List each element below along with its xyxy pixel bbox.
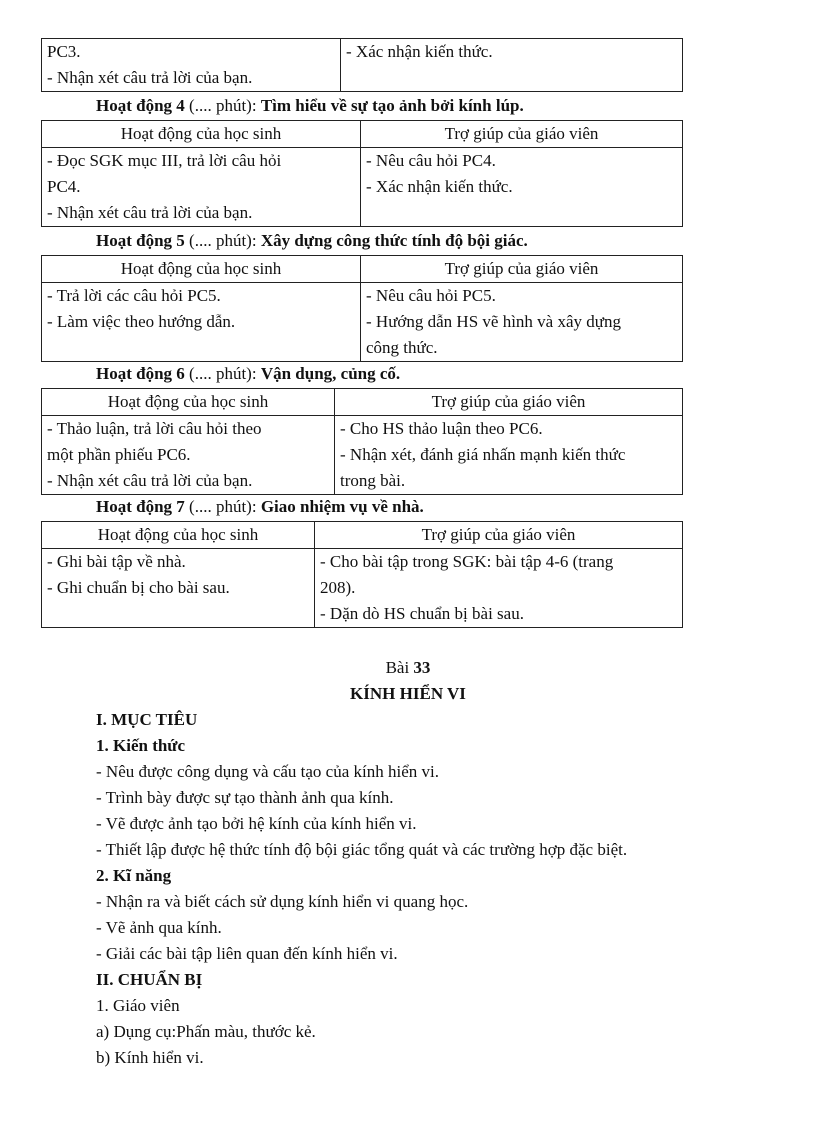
activity-6-label: Hoạt động 6 xyxy=(96,364,185,383)
header-teacher: Trợ giúp của giáo viên xyxy=(361,121,683,148)
section-2-title: II. CHUẨN BỊ xyxy=(96,970,203,989)
lesson-title: KÍNH HIỂN VI xyxy=(350,684,466,703)
cell-line: một phần phiếu PC6. xyxy=(47,445,191,464)
student-cell xyxy=(42,416,335,495)
activity-4-table xyxy=(41,120,683,227)
activity-6-heading xyxy=(96,364,400,384)
activity-7-title: Giao nhiệm vụ về nhà. xyxy=(260,497,424,516)
header-teacher: Trợ giúp của giáo viên xyxy=(315,522,683,549)
cell-line: - Nhận xét câu trả lời của bạn. xyxy=(47,471,253,490)
activity-6-table xyxy=(41,388,683,495)
header-student: Hoạt động của học sinh xyxy=(42,389,335,416)
activity-5-title: Xây dựng công thức tính độ bội giác. xyxy=(260,231,528,250)
list-item: - Giải các bài tập liên quan đến kính hiển vi. xyxy=(96,944,398,963)
section-1-title: I. MỤC TIÊU xyxy=(96,710,198,729)
list-item: a) Dụng cụ:Phấn màu, thước kẻ. xyxy=(96,1022,316,1041)
activity-5-table xyxy=(41,255,683,362)
list-item: - Thiết lập được hệ thức tính độ bội giác tổng quát và các trường hợp đặc biệt. xyxy=(96,840,628,859)
section-2-sub-1: 1. Giáo viên xyxy=(96,996,180,1015)
cell-line: - Xác nhận kiến thức. xyxy=(346,42,493,61)
table-header-row xyxy=(42,121,683,148)
header-teacher: Trợ giúp của giáo viên xyxy=(361,256,683,283)
list-item: - Trình bày được sự tạo thành ảnh qua kính. xyxy=(96,788,394,807)
table-row xyxy=(42,549,683,628)
header-teacher: Trợ giúp của giáo viên xyxy=(335,389,683,416)
activity-6-time: (.... phút): xyxy=(184,364,261,383)
cell-line: PC4. xyxy=(47,177,81,196)
activity-7-time: (.... phút): xyxy=(184,497,261,516)
cell-line: - Thảo luận, trả lời câu hỏi theo xyxy=(47,419,262,438)
teacher-cell xyxy=(341,39,683,92)
cell-line: - Nhận xét câu trả lời của bạn. xyxy=(47,203,253,222)
cell-line: - Làm việc theo hướng dẫn. xyxy=(47,312,236,331)
activity-4-label: Hoạt động 4 xyxy=(96,96,185,115)
student-cell xyxy=(42,549,315,628)
activity-7-table xyxy=(41,521,683,628)
student-cell xyxy=(42,283,361,362)
student-cell xyxy=(42,148,361,227)
teacher-cell xyxy=(335,416,683,495)
table-row xyxy=(42,39,683,92)
list-item: - Nêu được công dụng và cấu tạo của kính hiển vi. xyxy=(96,762,439,781)
list-item: b) Kính hiển vi. xyxy=(96,1048,204,1067)
student-cell xyxy=(42,39,341,92)
table-row xyxy=(42,148,683,227)
cell-line: - Trả lời các câu hỏi PC5. xyxy=(47,286,221,305)
lesson-label: Bài xyxy=(385,658,414,677)
activity-5-time: (.... phút): xyxy=(184,231,261,250)
cell-line: - Hướng dẫn HS vẽ hình và xây dựng xyxy=(366,312,621,331)
cell-line: - Nhận xét câu trả lời của bạn. xyxy=(47,68,253,87)
table-row xyxy=(42,283,683,362)
activity-5-label: Hoạt động 5 xyxy=(96,231,185,250)
teacher-cell xyxy=(361,283,683,362)
cell-line: - Nêu câu hỏi PC5. xyxy=(366,286,496,305)
table-header-row xyxy=(42,256,683,283)
table-header-row xyxy=(42,522,683,549)
cell-line: PC3. xyxy=(47,42,81,61)
table-header-row xyxy=(42,389,683,416)
section-1-sub-2: 2. Kĩ năng xyxy=(96,866,172,885)
cell-line: - Nêu câu hỏi PC4. xyxy=(366,151,496,170)
teacher-cell xyxy=(361,148,683,227)
cell-line: - Cho HS thảo luận theo PC6. xyxy=(340,419,543,438)
lesson-number xyxy=(0,658,816,678)
teacher-cell xyxy=(315,549,683,628)
list-item: - Vẽ được ảnh tạo bởi hệ kính của kính hiển vi. xyxy=(96,814,417,833)
activity-4-time: (.... phút): xyxy=(184,96,261,115)
activity-3-table-continued xyxy=(41,38,683,92)
cell-line: - Cho bài tập trong SGK: bài tập 4-6 (trang xyxy=(320,552,614,571)
activity-4-title: Tìm hiểu về sự tạo ảnh bởi kính lúp. xyxy=(260,96,524,115)
activity-4-heading xyxy=(96,96,524,116)
cell-line: - Ghi chuẩn bị cho bài sau. xyxy=(47,578,230,597)
header-student: Hoạt động của học sinh xyxy=(42,522,315,549)
lesson-number-value: 33 xyxy=(413,658,431,677)
cell-line: 208). xyxy=(320,578,356,597)
activity-6-title: Vận dụng, củng cố. xyxy=(260,364,401,383)
cell-line: - Đọc SGK mục III, trả lời câu hỏi xyxy=(47,151,282,170)
cell-line: - Dặn dò HS chuẩn bị bài sau. xyxy=(320,604,524,623)
list-item: - Vẽ ảnh qua kính. xyxy=(96,918,222,937)
activity-7-label: Hoạt động 7 xyxy=(96,497,185,516)
cell-line: - Nhận xét, đánh giá nhấn mạnh kiến thức xyxy=(340,445,626,464)
cell-line: - Xác nhận kiến thức. xyxy=(366,177,513,196)
cell-line: trong bài. xyxy=(340,471,406,490)
activity-7-heading xyxy=(96,497,424,517)
header-student: Hoạt động của học sinh xyxy=(42,121,361,148)
cell-line: - Ghi bài tập về nhà. xyxy=(47,552,186,571)
list-item: - Nhận ra và biết cách sử dụng kính hiển vi quang học. xyxy=(96,892,469,911)
activity-5-heading xyxy=(96,231,528,251)
header-student: Hoạt động của học sinh xyxy=(42,256,361,283)
cell-line: công thức. xyxy=(366,338,438,357)
section-1-sub-1: 1. Kiến thức xyxy=(96,736,186,755)
table-row xyxy=(42,416,683,495)
